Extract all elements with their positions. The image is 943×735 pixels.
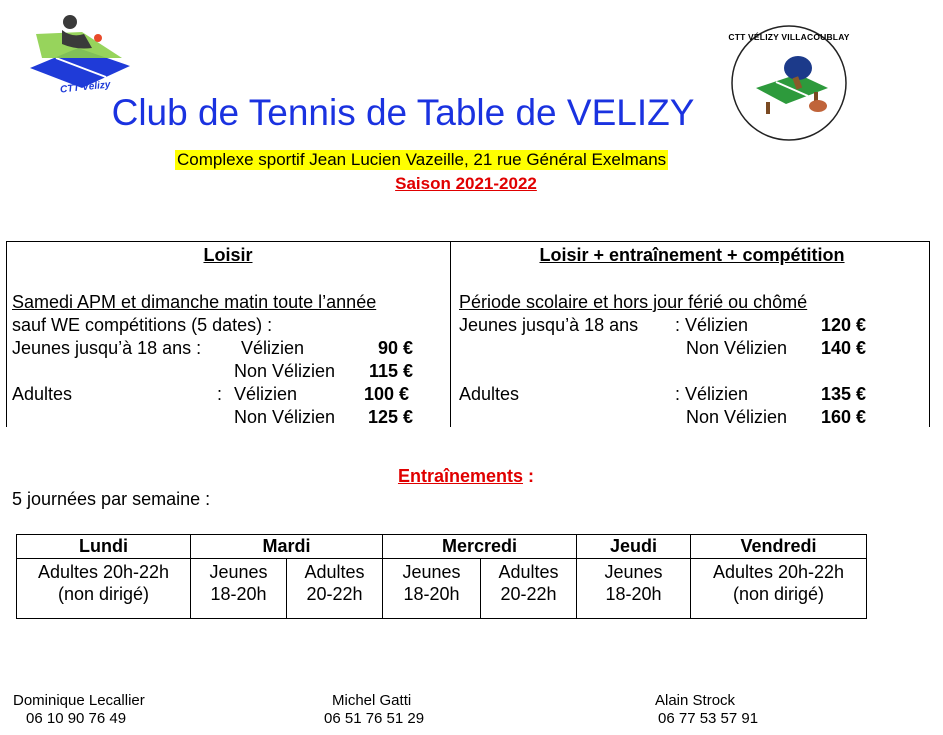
loisir-title: Loisir (203, 245, 253, 265)
competition-adult-vel-label: : Vélizien (675, 384, 749, 404)
contact-name: Dominique Lecallier (13, 692, 145, 709)
schedule-cell (383, 559, 481, 619)
schedule-cell (691, 559, 867, 619)
contact-name: Michel Gatti (332, 692, 412, 709)
pricing-divider (450, 241, 451, 427)
cell-line: 18-20h (210, 584, 267, 604)
loisir-line1: Samedi APM et dimanche matin toute l’année (12, 292, 377, 312)
day-header-jeudi: Jeudi (577, 535, 691, 559)
cell-line: 18-20h (403, 584, 460, 604)
cell-line: 18-20h (605, 584, 662, 604)
cell-line: Adultes 20h-22h (712, 562, 845, 582)
loisir-adult-vel-label: Vélizien (234, 384, 298, 404)
cell-line: Adultes (304, 562, 365, 582)
competition-adult-nonvel-price: 160 € (820, 407, 866, 427)
cell-line: (non dirigé) (732, 584, 825, 604)
training-schedule-table (16, 534, 867, 619)
logo-left-text: CTT Vélizy (59, 79, 112, 96)
cell-line: Adultes (498, 562, 559, 582)
loisir-youth-vel-label: Vélizien (241, 338, 305, 358)
contact-phone: 06 51 76 51 29 (324, 710, 425, 727)
loisir-adult-nonvel-label: Non Vélizien (234, 407, 336, 427)
competition-title: Loisir + entraînement + compétition (539, 245, 845, 265)
schedule-cell (481, 559, 577, 619)
logo-right-text: CTT VÉLIZY VILLACOUBLAY (728, 32, 850, 42)
loisir-adult-label: Adultes (12, 384, 73, 404)
competition-youth-label: Jeunes jusqu’à 18 ans (459, 315, 639, 335)
day-header-mardi: Mardi (191, 535, 383, 559)
competition-adult-vel-price: 135 € (820, 384, 866, 404)
competition-youth-nonvel-label: Non Vélizien (686, 338, 788, 358)
cell-line: Jeunes (209, 562, 268, 582)
contact-name: Alain Strock (655, 692, 736, 709)
training-title-suffix: : (523, 466, 535, 486)
schedule-cell (191, 559, 287, 619)
competition-adult-label: Adultes (459, 384, 520, 404)
training-title-label: Entraînements (397, 466, 524, 486)
club-logo-left (22, 8, 134, 103)
contact-phone: 06 77 53 57 91 (658, 710, 759, 727)
loisir-adult-colon: : (217, 384, 223, 404)
loisir-youth-nonvel-label: Non Vélizien (234, 361, 336, 381)
schedule-cell (17, 559, 191, 619)
loisir-youth-label: Jeunes jusqu’à 18 ans : (12, 338, 202, 358)
day-header-mercredi: Mercredi (383, 535, 577, 559)
cell-line: Jeunes (402, 562, 461, 582)
page-title: Club de Tennis de Table de VELIZY (111, 92, 695, 133)
club-address: Complexe sportif Jean Lucien Vazeille, 21 rue Général Exelmans (177, 150, 667, 169)
loisir-youth-nonvel-price: 115 € (368, 361, 413, 381)
loisir-line2: sauf WE compétitions (5 dates) : (12, 315, 273, 335)
season-label: Saison 2021-2022 (395, 174, 537, 193)
competition-youth-vel-price: 120 € (820, 315, 866, 335)
competition-youth-vel-label: : Vélizien (675, 315, 749, 335)
schedule-cell (287, 559, 383, 619)
schedule-body-row (17, 559, 867, 619)
cell-line: 20-22h (500, 584, 557, 604)
loisir-adult-nonvel-price: 125 € (367, 407, 413, 427)
cell-line: Jeunes (604, 562, 663, 582)
contact-phone: 06 10 90 76 49 (26, 710, 127, 727)
competition-youth-nonvel-price: 140 € (820, 338, 866, 358)
training-subtitle: 5 journées par semaine : (12, 489, 211, 509)
cell-line: (non dirigé) (57, 584, 150, 604)
training-title (0, 466, 932, 487)
cell-line: Adultes 20h-22h (37, 562, 170, 582)
schedule-cell (577, 559, 691, 619)
schedule-header-row (17, 535, 867, 559)
loisir-adult-vel-price: 100 € (363, 384, 409, 404)
competition-line1: Période scolaire et hors jour férié ou chômé (459, 292, 808, 312)
cell-line: 20-22h (306, 584, 363, 604)
day-header-lundi: Lundi (17, 535, 191, 559)
loisir-youth-vel-price: 90 € (377, 338, 413, 358)
day-header-vendredi: Vendredi (691, 535, 867, 559)
competition-adult-nonvel-label: Non Vélizien (686, 407, 788, 427)
